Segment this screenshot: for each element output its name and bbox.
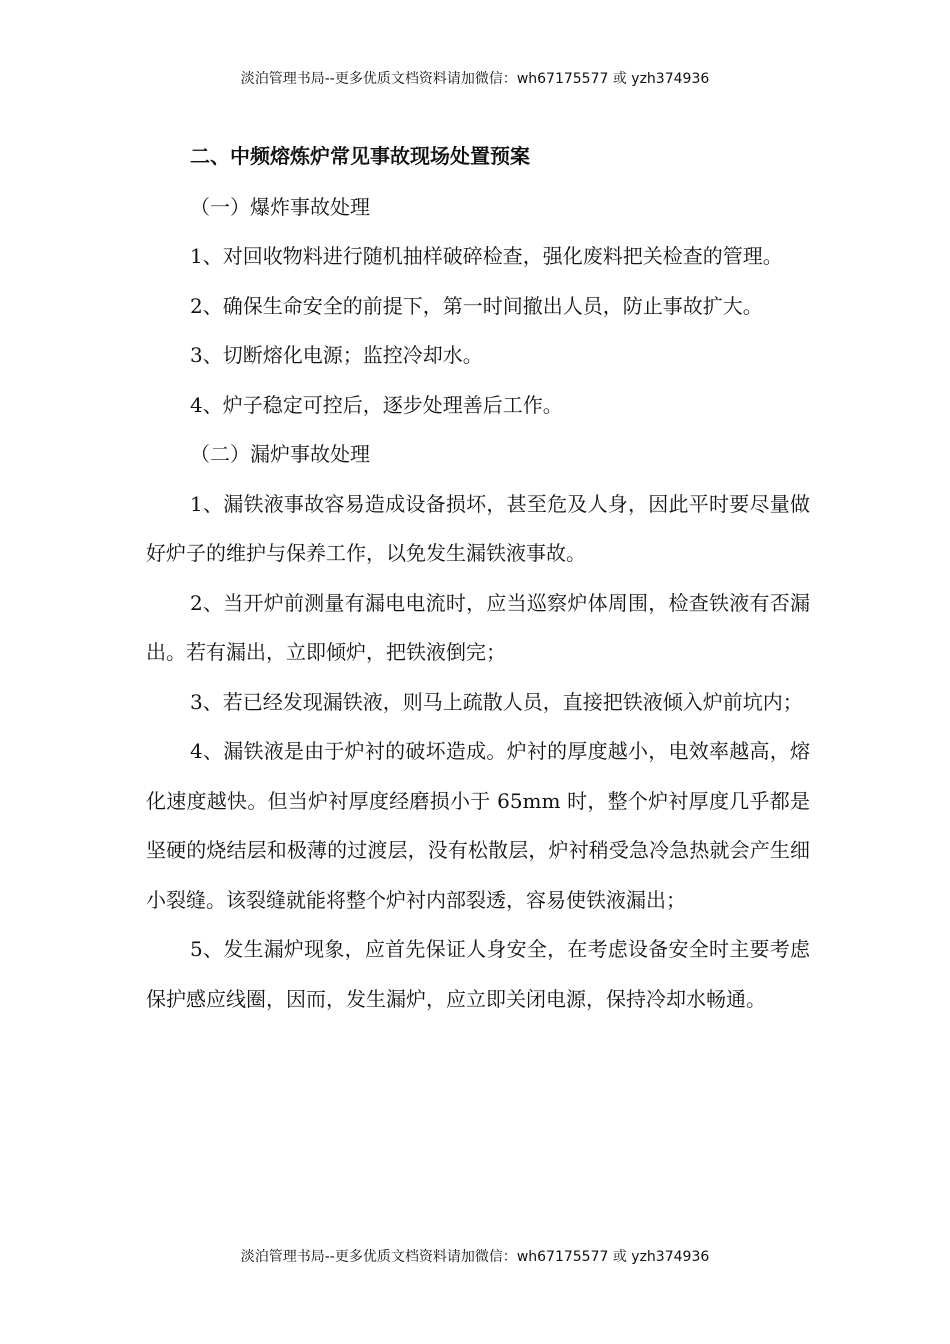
paragraph: 2、确保生命安全的前提下，第一时间撤出人员，防止事故扩大。 bbox=[190, 293, 763, 318]
section-heading: （一）爆炸事故处理 bbox=[190, 194, 370, 219]
paragraph: 4、炉子稳定可控后，逐步处理善后工作。 bbox=[190, 392, 563, 417]
paragraph: 4、漏铁液是由于炉衬的破坏造成。炉衬的厚度越小，电效率越高，熔化速度越快。但当炉衬厚度经磨损小于 65mm 时，整个炉衬厚度几乎都是坚硬的烧结层和极薄的过渡层，没有松散层，炉衬稍受急冷急热就会产生细小裂缝。该裂缝就能将整个炉衬内部裂透，容易使铁液漏出； bbox=[146, 739, 810, 912]
page-header: 淡泊管理书局--更多优质文档资料请加微信：wh67175577 或 yzh374936 bbox=[240, 71, 710, 87]
paragraph: 1、漏铁液事故容易造成设备损坏，甚至危及人身，因此平时要尽量做好炉子的维护与保养工作，以免发生漏铁液事故。 bbox=[146, 491, 810, 565]
section-heading: （二）漏炉事故处理 bbox=[190, 442, 370, 466]
paragraph: 5、发生漏炉现象，应首先保证人身安全，在考虑设备安全时主要考虑保护感应线圈，因而，发生漏炉，应立即关闭电源，保持冷却水畅通。 bbox=[146, 937, 810, 1011]
paragraph: 1、对回收物料进行随机抽样破碎检查，强化废料把关检查的管理。 bbox=[190, 244, 783, 268]
page-footer: 淡泊管理书局--更多优质文档资料请加微信：wh67175577 或 yzh374936 bbox=[240, 1249, 710, 1265]
document-body bbox=[146, 132, 810, 1024]
paragraph: 3、若已经发现漏铁液，则马上疏散人员，直接把铁液倾入炉前坑内； bbox=[190, 689, 803, 714]
paragraph: 3、切断熔化电源；监控冷却水。 bbox=[190, 343, 483, 367]
paragraph: 2、当开炉前测量有漏电电流时，应当巡察炉体周围，检查铁液有否漏出。若有漏出，立即倾炉，把铁液倒完； bbox=[146, 590, 810, 664]
document-title: 二、中频熔炼炉常见事故现场处置预案 bbox=[190, 144, 530, 168]
